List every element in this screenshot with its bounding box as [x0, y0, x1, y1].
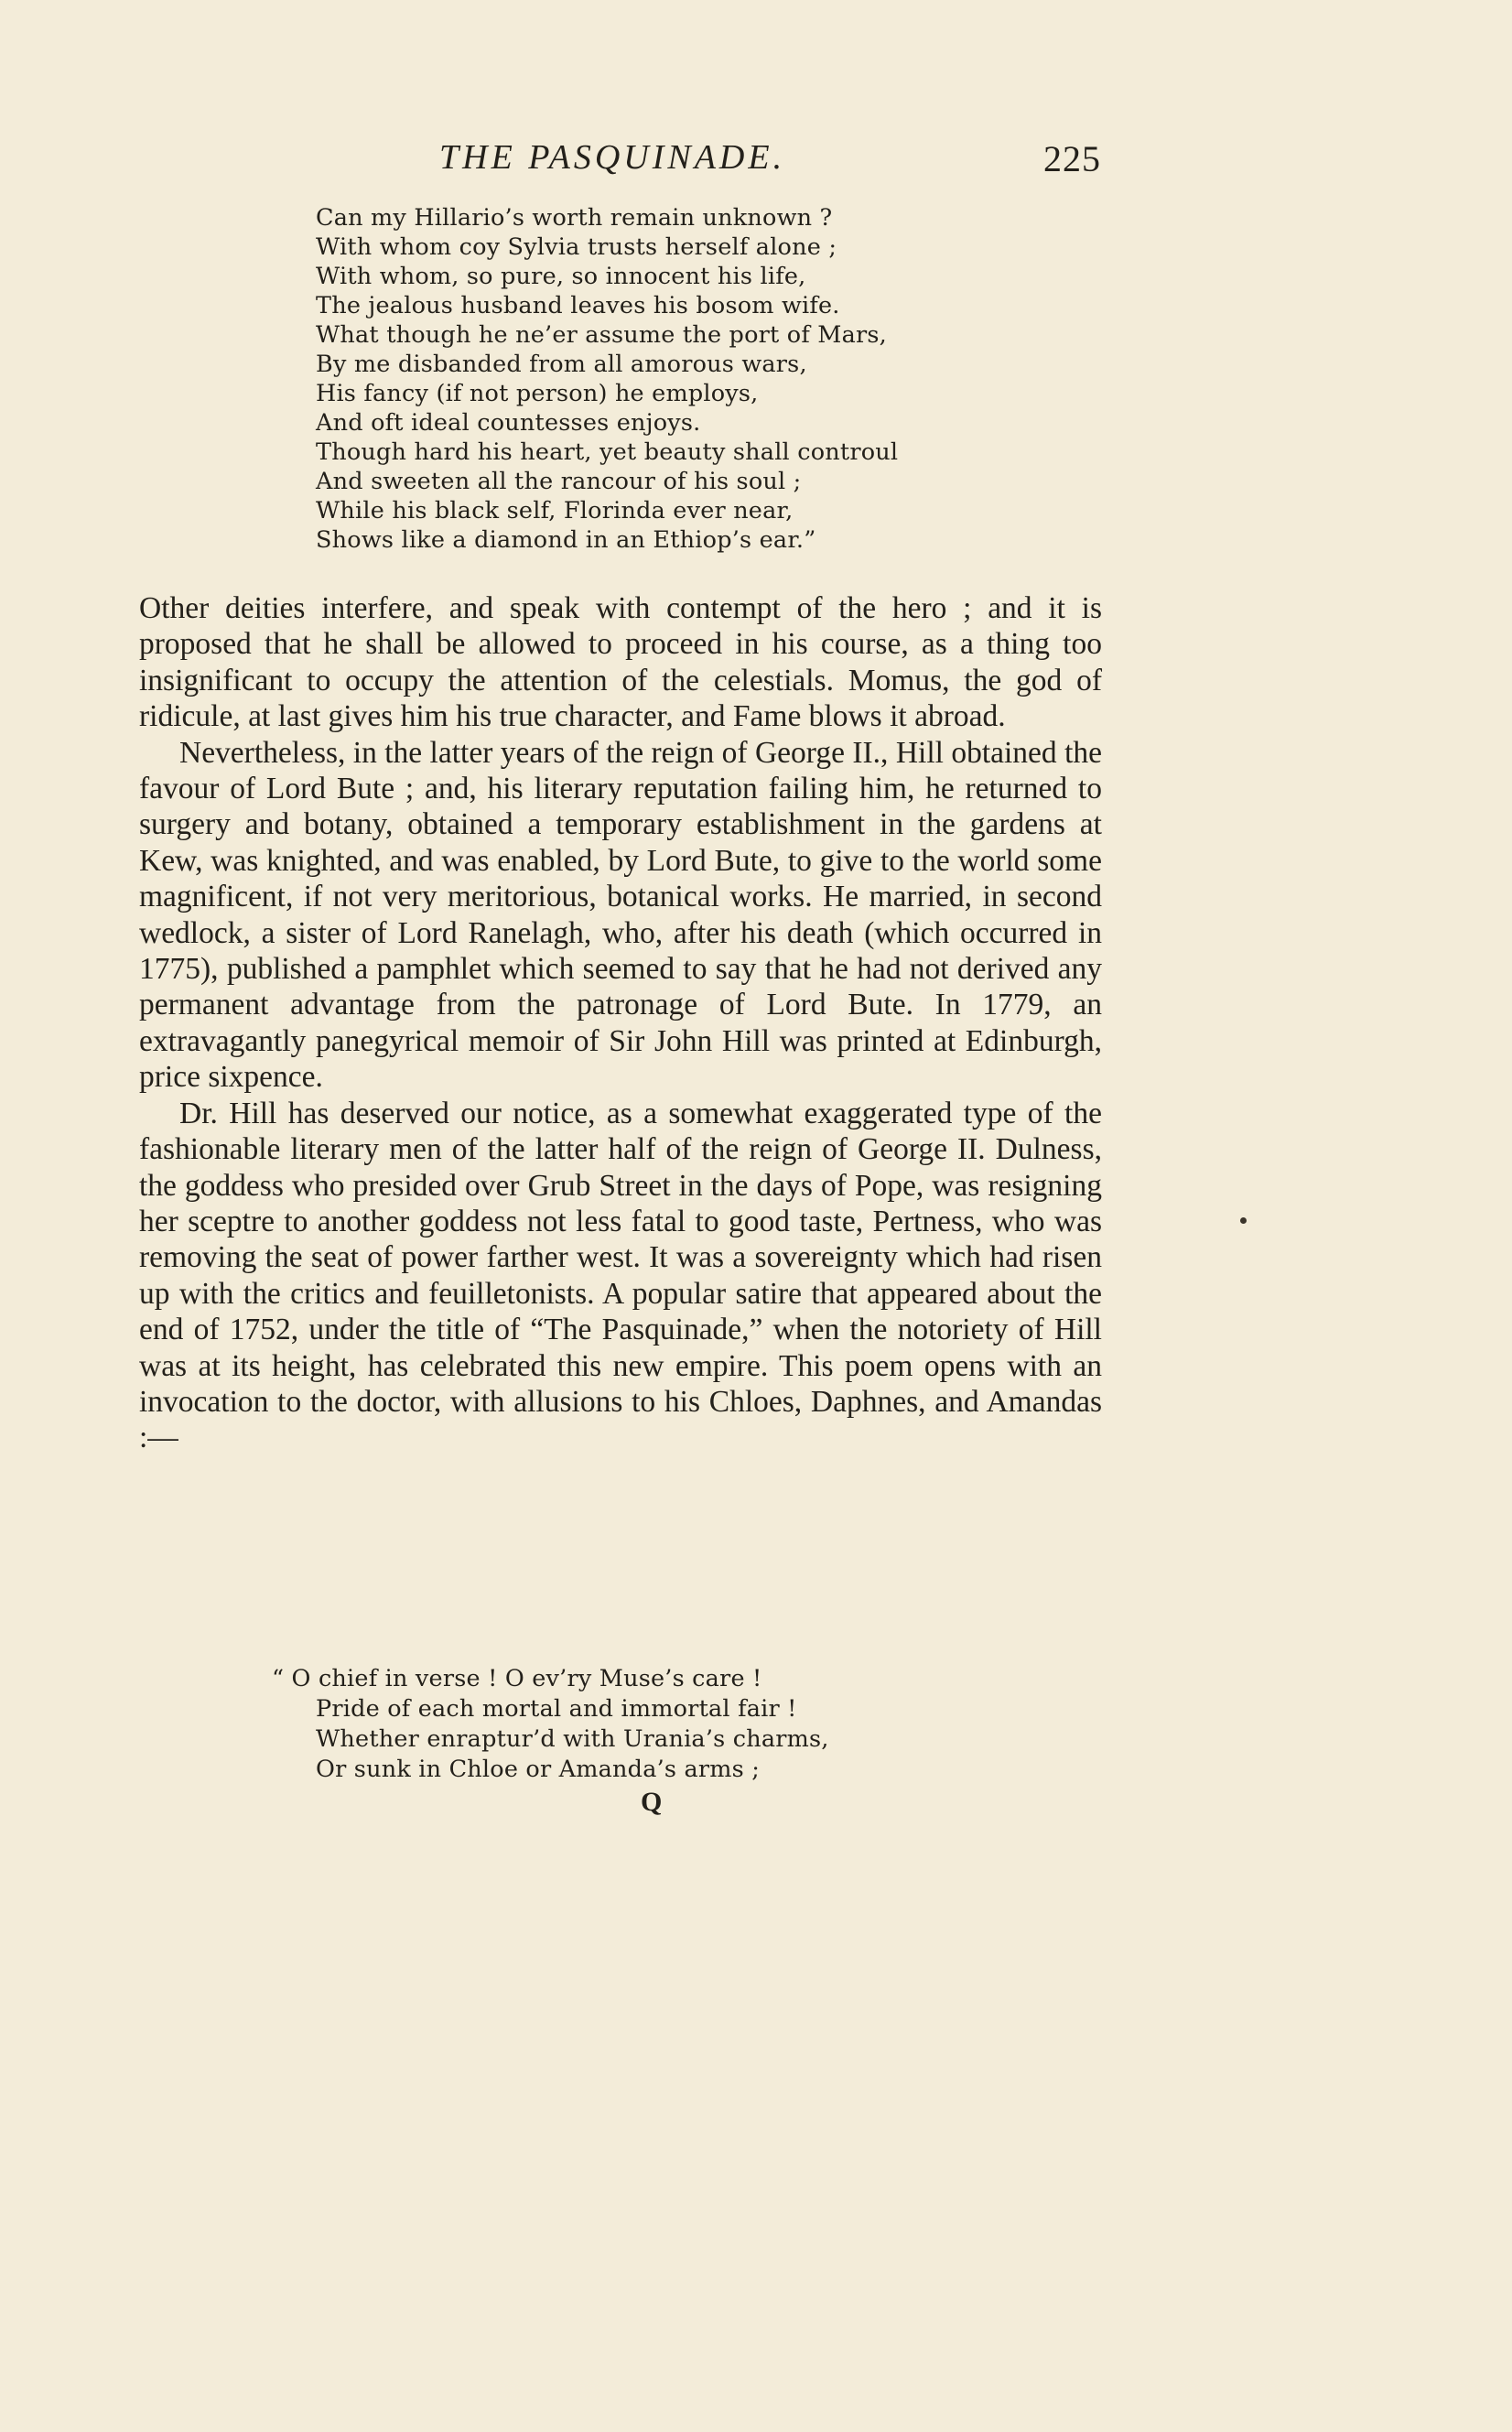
verse-line: And oft ideal countesses enjoys.: [316, 409, 701, 437]
running-title: THE PASQUINADE.: [439, 138, 786, 177]
verse-line: The jealous husband leaves his bosom wife.: [316, 292, 840, 319]
verse-line: And sweeten all the rancour of his soul ;: [316, 468, 802, 495]
page-number: 225: [1043, 138, 1101, 179]
ink-speck: [1240, 1217, 1247, 1224]
signature-mark: Q: [641, 1787, 663, 1817]
body-text: [139, 590, 1102, 1456]
verse-line: Shows like a diamond in an Ethiop’s ear.”: [316, 526, 816, 554]
verse-line: With whom, so pure, so innocent his life,: [316, 263, 806, 290]
verse-line: Pride of each mortal and immortal fair !: [316, 1695, 797, 1723]
verse-line: By me disbanded from all amorous wars,: [316, 351, 807, 378]
paragraph: Other deities interfere, and speak with contempt of the hero ; and it is proposed that he shall be allowed to proceed in his course, as a thing too insignificant to occupy the attention of the celestials. Momus, the god of ridicule, at last gives him his true character, and Fame blows it abroad.: [139, 591, 1102, 734]
verse-line: With whom coy Sylvia trusts herself alone ;: [316, 233, 837, 261]
paragraph: Dr. Hill has deserved our notice, as a somewhat exaggerated type of the fashionable literary men of the latter half of the reign of George II. Dulness, the goddess who presided over Grub Street in the days of Pope, was resigning her sceptre to another goddess not less fatal to good taste, Pertness, who was removing the seat of power farther west. It was a sovereignty which had risen up with the critics and feuilletonists. A popular satire that appeared about the end of 1752, under the title of “The Pasquinade,” when the notoriety of Hill was at its height, has celebrated this new empire. This poem opens with an invocation to the doctor, with allusions to his Chloes, Daphnes, and Amandas :—: [139, 1096, 1102, 1455]
verse-line: Or sunk in Chloe or Amanda’s arms ;: [316, 1756, 761, 1783]
verse-line: “ O chief in verse ! O ev’ry Muse’s care !: [272, 1665, 762, 1692]
verse-line: Though hard his heart, yet beauty shall controul: [316, 438, 899, 466]
verse-line: What though he ne’er assume the port of Mars,: [316, 321, 887, 349]
paragraph: Nevertheless, in the latter years of the reign of George II., Hill obtained the favour of Lord Bute ; and, his literary reputation failing him, he returned to surgery and botany, obtained a temporary establishment in the gardens at Kew, was knighted, and was enabled, by Lord Bute, to give to the world some magnificent, if not very meritorious, botanical works. He married, in second wedlock, a sister of Lord Ranelagh, who, after his death (which occurred in 1775), published a pamphlet which seemed to say that he had not derived any permanent advantage from the patronage of Lord Bute. In 1779, an extravagantly panegyrical memoir of Sir John Hill was printed at Edinburgh, price sixpence.: [139, 735, 1102, 1095]
verse-line: Whether enraptur’d with Urania’s charms,: [316, 1725, 829, 1753]
verse-line: While his black self, Florinda ever near,: [316, 497, 794, 524]
verse-quotation-bottom: [272, 1664, 829, 1785]
verse-quotation-top: [316, 203, 898, 555]
verse-line: Can my Hillario’s worth remain unknown ?: [316, 204, 833, 232]
verse-line: His fancy (if not person) he employs,: [316, 380, 759, 407]
